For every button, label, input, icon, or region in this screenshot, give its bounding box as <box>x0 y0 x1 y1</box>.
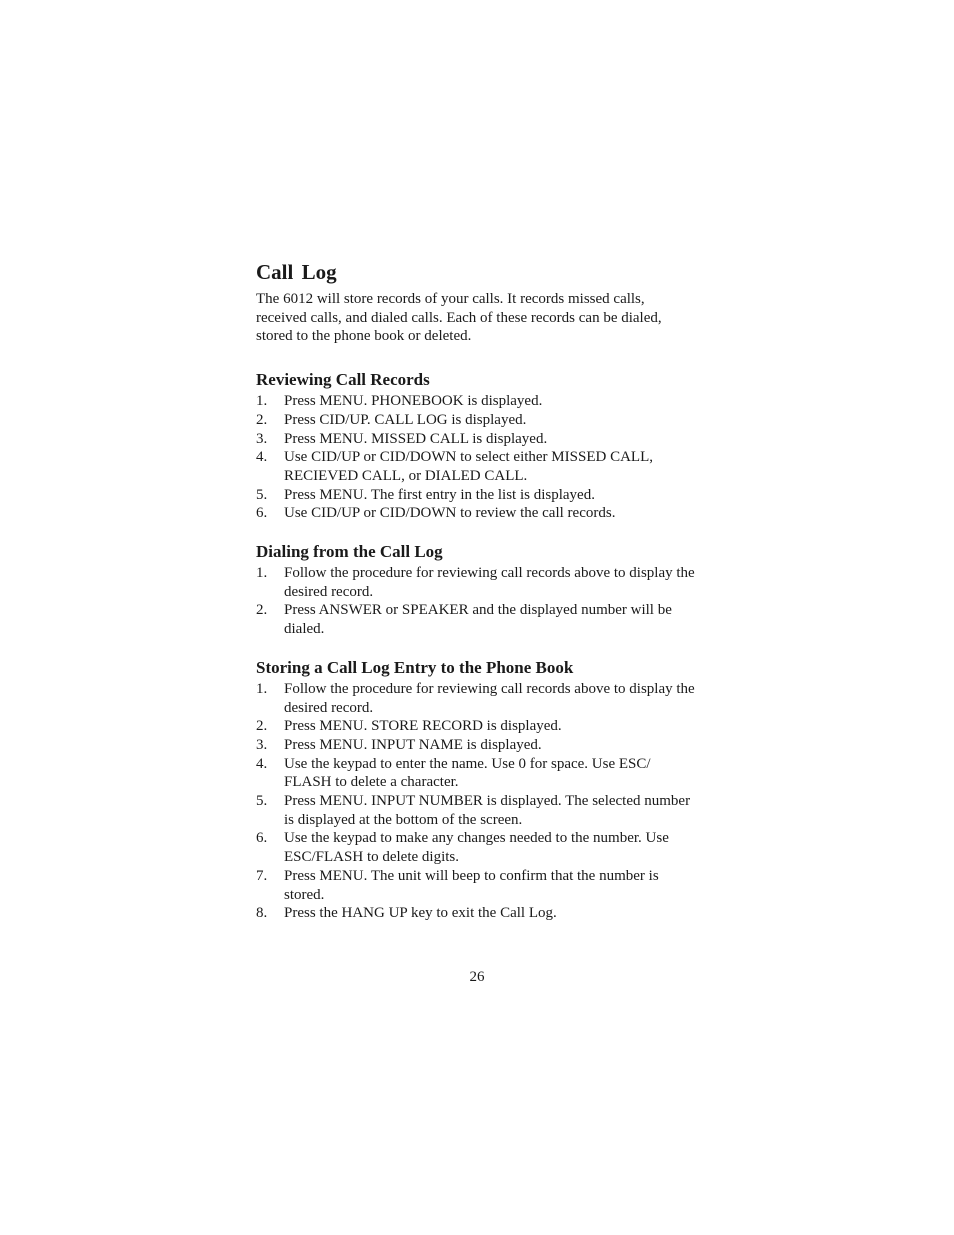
step-number: 2. <box>256 411 268 428</box>
step-number: 3. <box>256 430 268 447</box>
step-number: 6. <box>256 505 268 522</box>
step-text: Use the keypad to enter the name. Use 0 for space. Use ESC/ FLASH to delete a character. <box>284 755 651 791</box>
step-text: Press CID/UP. CALL LOG is displayed. <box>284 411 527 428</box>
steps-list <box>256 680 696 923</box>
list-item <box>256 392 696 411</box>
steps-list <box>256 564 696 639</box>
step-number: 2. <box>256 602 268 619</box>
list-item <box>256 829 696 866</box>
page-number: 26 <box>469 969 485 985</box>
list-item <box>256 601 696 638</box>
list-item <box>256 792 696 829</box>
section-storing-call-log-entry <box>256 657 696 923</box>
list-item <box>256 564 696 601</box>
document-page <box>256 258 696 923</box>
list-item <box>256 448 696 485</box>
step-number: 4. <box>256 755 268 772</box>
list-item <box>256 736 696 755</box>
list-item <box>256 717 696 736</box>
page-title: Call Log <box>256 260 337 284</box>
step-text: Press ANSWER or SPEAKER and the displayed number will be dialed. <box>284 602 672 638</box>
section-heading: Storing a Call Log Entry to the Phone Book <box>256 657 574 677</box>
list-item <box>256 755 696 792</box>
list-item <box>256 680 696 717</box>
step-number: 6. <box>256 830 268 847</box>
step-text: Press MENU. The first entry in the list is displayed. <box>284 486 595 503</box>
step-text: Follow the procedure for reviewing call records above to display the desired record. <box>284 565 695 600</box>
step-number: 3. <box>256 736 268 753</box>
list-item <box>256 430 696 449</box>
step-text: Press the HANG UP key to exit the Call Log. <box>284 905 557 922</box>
step-number: 8. <box>256 905 268 922</box>
step-number: 5. <box>256 793 268 810</box>
steps-list <box>256 392 696 523</box>
step-number: 2. <box>256 718 268 735</box>
step-text: Follow the procedure for reviewing call records above to display the desired record. <box>284 680 695 716</box>
list-item <box>256 411 696 430</box>
section-heading: Dialing from the Call Log <box>256 542 443 562</box>
step-number: 7. <box>256 867 268 884</box>
step-number: 1. <box>256 393 268 410</box>
step-number: 4. <box>256 449 268 466</box>
list-item <box>256 504 696 523</box>
step-number: 1. <box>256 565 268 582</box>
step-number: 5. <box>256 486 268 503</box>
step-text: Use CID/UP or CID/DOWN to review the call records. <box>284 505 616 522</box>
step-text: Use CID/UP or CID/DOWN to select either MISSED CALL, RECIEVED CALL, or DIALED CALL. <box>284 449 653 484</box>
list-item <box>256 904 696 923</box>
intro-paragraph: The 6012 will store records of your calls. It records missed calls, received calls, and dialed calls. Each of these records can be dialed, stored to the phone book or deleted. <box>256 291 662 345</box>
step-text: Press MENU. MISSED CALL is displayed. <box>284 430 548 447</box>
step-text: Press MENU. INPUT NUMBER is displayed. The selected number is displayed at the bottom of the screen. <box>284 793 691 828</box>
step-text: Press MENU. The unit will beep to confirm that the number is stored. <box>284 867 659 903</box>
step-text: Press MENU. PHONEBOOK is displayed. <box>284 393 543 410</box>
step-text: Use the keypad to make any changes needed to the number. Use ESC/FLASH to delete digits. <box>284 830 669 866</box>
section-heading: Reviewing Call Records <box>256 370 430 390</box>
section-dialing-from-call-log <box>256 541 696 639</box>
step-text: Press MENU. INPUT NAME is displayed. <box>284 736 542 753</box>
section-reviewing-call-records <box>256 369 696 523</box>
list-item <box>256 486 696 505</box>
step-number: 1. <box>256 680 268 697</box>
step-text: Press MENU. STORE RECORD is displayed. <box>284 718 562 735</box>
list-item <box>256 867 696 904</box>
